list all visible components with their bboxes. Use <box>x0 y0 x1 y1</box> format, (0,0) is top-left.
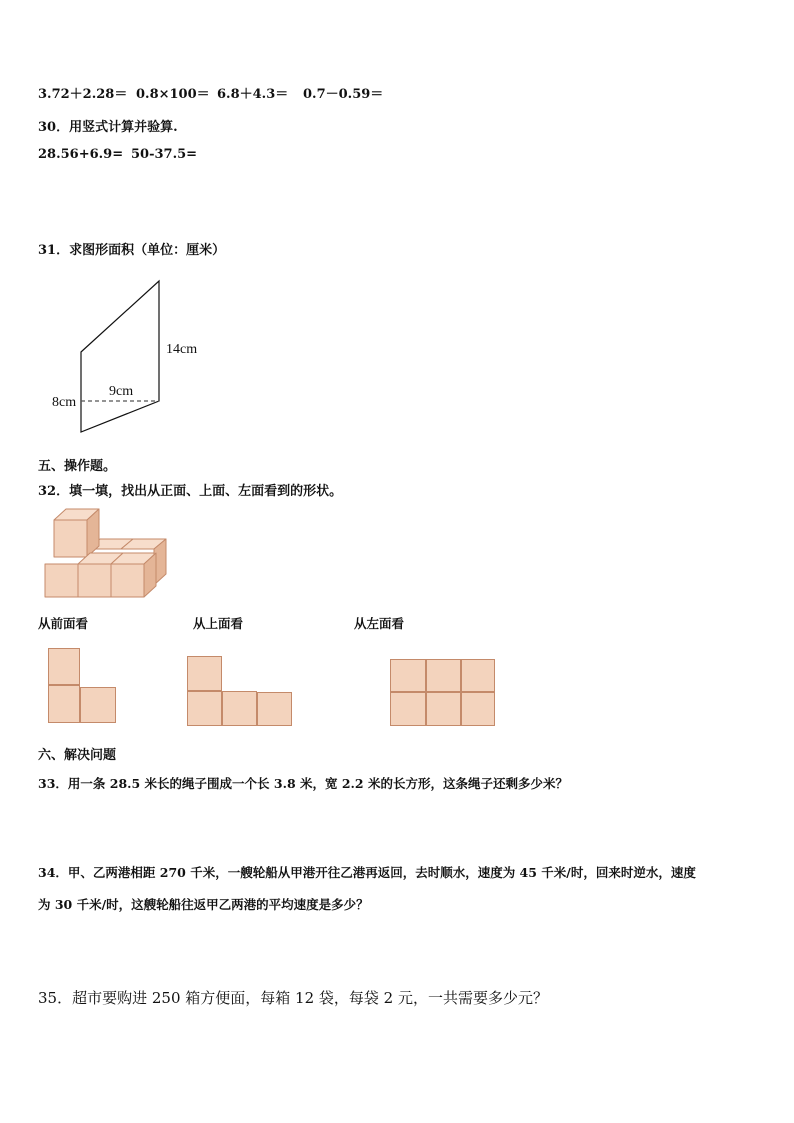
section5-title: 五、操作题。 <box>38 459 117 474</box>
q32-title: 32．填一填，找出从正面、上面、左面看到的形状。 <box>38 484 343 499</box>
expr-4: 0.7－0.59＝ <box>303 87 384 102</box>
q31-title: 31．求图形面积（单位：厘米） <box>38 243 226 258</box>
cube-front-1 <box>45 564 78 597</box>
left-view-cell <box>390 659 426 692</box>
label-left: 8cm <box>52 395 77 410</box>
expr-1: 3.72＋2.28＝ <box>38 87 128 102</box>
expr-3: 6.8＋4.3＝ <box>217 87 289 102</box>
top-view-cell <box>187 691 222 726</box>
front-view-cell <box>48 648 80 685</box>
left-view-cell <box>426 659 461 692</box>
cube-front-3 <box>111 564 144 597</box>
q30-expr-2: 50-37.5= <box>131 147 198 162</box>
top-view-cell <box>257 692 292 726</box>
cube-upper-front <box>54 520 87 557</box>
view-label-left: 从左面看 <box>354 616 405 631</box>
view-label-front: 从前面看 <box>38 616 89 631</box>
expr-2: 0.8×100＝ <box>136 87 210 102</box>
view-label-top: 从上面看 <box>193 616 244 631</box>
left-view-cell <box>461 692 495 726</box>
q30-expr-1: 28.56+6.9= <box>38 147 124 162</box>
left-view-cell <box>426 692 461 726</box>
top-view-cell <box>222 691 257 726</box>
q35-text: 35．超市要购进 250 箱方便面，每箱 12 袋，每袋 2 元，一共需要多少元？ <box>38 989 548 1007</box>
left-view-cell <box>390 692 426 726</box>
section6-title: 六、解决问题 <box>38 748 117 763</box>
q34-line-2: 为 30 千米/时，这艘轮船往返甲乙两港的平均速度是多少？ <box>38 897 369 912</box>
q30-title: 30．用竖式计算并验算. <box>38 120 178 135</box>
cube-front-2 <box>78 564 111 597</box>
q34-line-1: 34．甲、乙两港相距 270 千米，一艘轮船从甲港开往乙港再返回，去时顺水，速度为 45 千米/时，回来时逆水，速度 <box>38 865 696 880</box>
left-view-cell <box>461 659 495 692</box>
front-view-cell <box>48 685 80 723</box>
q33-text: 33．用一条 28.5 米长的绳子围成一个长 3.8 米，宽 2.2 米的长方形，这条绳子还剩多少米？ <box>38 776 568 791</box>
label-top: 9cm <box>109 384 134 399</box>
label-right: 14cm <box>166 342 198 357</box>
front-view-cell <box>80 687 116 723</box>
top-view-cell <box>187 656 222 691</box>
